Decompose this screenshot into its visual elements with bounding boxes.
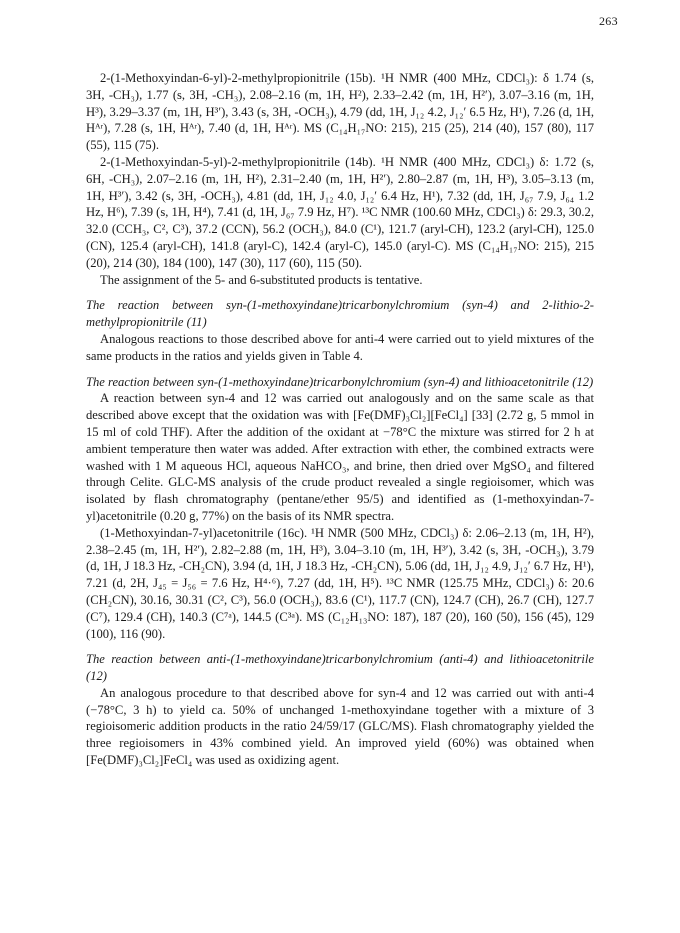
compound-15b-data: 2-(1-Methoxyindan-6-yl)-2-methylpropionitrile (15b). ¹H NMR (400 MHz, CDCl₃): δ 1.74 (s, 3H, -CH₃), 1.77 (s, 3H, -CH₃), 2.08–2.16 (m, 1H, H²), 2.33–2.42 (m, 1H, H²′), 3.07–3.16 (m, 1H, H³), 3.29–3.37 (m, 1H, H³′), 3.43 (s, 3H, -OCH₃), 4.79 (dd, 1H, J₁₂ 4.2, J₁₂′ 6.5 Hz, H¹), 7.26 (d, 1H, Hᴬʳ), 7.28 (s, 1H, Hᴬʳ), 7.40 (d, 1H, Hᴬʳ). MS (C₁₄H₁₇NO: 215), 215 (25), 214 (40), 157 (80), 117 (55), 115 (75). [86, 71, 594, 153]
compound-14b-data: 2-(1-Methoxyindan-5-yl)-2-methylpropionitrile (14b). ¹H NMR (400 MHz, CDCl₃) δ: 1.72 (s, 6H, -CH₃), 2.07–2.16 (m, 1H, H²), 2.31–2.40 (m, 1H, H²′), 2.80–2.87 (m, 1H, H³), 3.05–3.13 (m, 1H, H³′), 3.42 (s, 3H, -OCH₃), 4.81 (dd, 1H, J₁₂ 4.0, J₁₂′ 6.4 Hz, H¹), 7.32 (dd, 1H, J₆₇ 7.9, J₆₄ 1.2 Hz, H⁶), 7.39 (s, 1H, H⁴), 7.41 (d, 1H, J₆₇ 7.9 Hz, H⁷). ¹³C NMR (100.60 MHz, CDCl₃) δ: 29.3, 30.2, 32.0 (CCH₃, C², C³), 37.2 (CCN), 56.2 (OCH₃), 84.0 (C¹), 121.7 (aryl-CH), 123.2 (aryl-CH), 125.0 (CN), 125.4 (aryl-CH), 141.8 (aryl-C), 142.4 (aryl-C), 145.0 (aryl-C). MS (C₁₄H₁₇NO: 215), 215 (20), 214 (30), 184 (100), 147 (30), 117 (60), 115 (50). [86, 154, 594, 270]
compound-16c-data: (1-Methoxyindan-7-yl)acetonitrile (16c). ¹H NMR (500 MHz, CDCl₃) δ: 2.06–2.13 (m, 1H, H²), 2.38–2.45 (m, 1H, H²′), 2.82–2.88 (m, 1H, H³), 3.04–3.10 (m, 1H, H³′), 3.42 (s, 3H, -OCH₃), 3.79 (d, 1H, J 18.3 Hz, -CH₂CN), 3.94 (d, 1H, J 18.3 Hz, -CH₂CN), 5.06 (dd, 1H, J₁₂ 4.9, J₁₂′ 6.7 Hz, H¹), 7.21 (d, 2H, J₄₅ = J₅₆ = 7.6 Hz, H⁴·⁶), 7.27 (dd, 1H, H⁵). ¹³C NMR (125.75 MHz, CDCl₃) δ: 20.6 (CH₂CN), 30.16, 30.31 (C², C³), 56.0 (OCH₃), 83.6 (C¹), 117.7 (CN), 124.7 (CH), 26.7 (CH), 127.7 (C⁷), 129.4 (CH), 140.3 (C⁷ᵃ), 144.5 (C³ᵃ). MS (C₁₂H₁₃NO: 187), 187 (20), 160 (50), 156 (45), 129 (100), 116 (90). [86, 525, 594, 641]
section-heading-syn4-11: The reaction between syn-(1-methoxyindane)tricarbonylchromium (syn-4) and 2-lithio-2-methylpropionitrile (11) [86, 298, 594, 330]
assignment-note: The assignment of the 5- and 6-substituted products is tentative. [100, 272, 423, 287]
section-heading-anti4-12: The reaction between anti-(1-methoxyindane)tricarbonylchromium (anti-4) and lithioacetonitrile (12) [86, 652, 594, 684]
article-body [86, 70, 594, 769]
paragraph-syn4-11: Analogous reactions to those described above for anti-4 were carried out to yield mixtures of the same products in the ratios and yields given in Table 4. [86, 331, 594, 363]
page-number: 263 [599, 14, 618, 28]
section-heading-syn4-12: The reaction between syn-(1-methoxyindane)tricarbonylchromium (syn-4) and lithioacetonitrile (12) [86, 374, 594, 389]
paragraph-syn4-12: A reaction between syn-4 and 12 was carried out analogously and on the same scale as that described above except that the oxidation was with [Fe(DMF)₃Cl₂][FeCl₄] [33] (2.72 g, 5 mmol in 15 ml of cold THF). After the addition of the oxidant at −78°C the mixture was stirred for 2 h at ambient temperature then water was added. After extraction with ether, the combined extracts were washed with 1 M aqueous HCl, aqueous NaHCO₃, and brine, then dried over MgSO₄ and filtered through Celite. GLC-MS analysis of the crude product revealed a single regioisomer, which was isolated by flash chromatography (pentane/ether 95/5) and identified as (1-methoxyindan-7-yl)acetonitrile (0.20 g, 77%) on the basis of its NMR spectra. [86, 391, 594, 523]
paragraph-anti4-12: An analogous procedure to that described above for syn-4 and 12 was carried out with anti-4 (−78°C, 3 h) to yield ca. 50% of unchanged 1-methoxyindane together with a mixture of 3 regioisomeric addition products in the ratio 24/59/17 (GLC/MS). Flash chromatography yielded the three regioisomers in 43% combined yield. An improved yield (60%) was obtained when [Fe(DMF)₃Cl₂]FeCl₄ was used as oxidizing agent. [86, 685, 594, 768]
